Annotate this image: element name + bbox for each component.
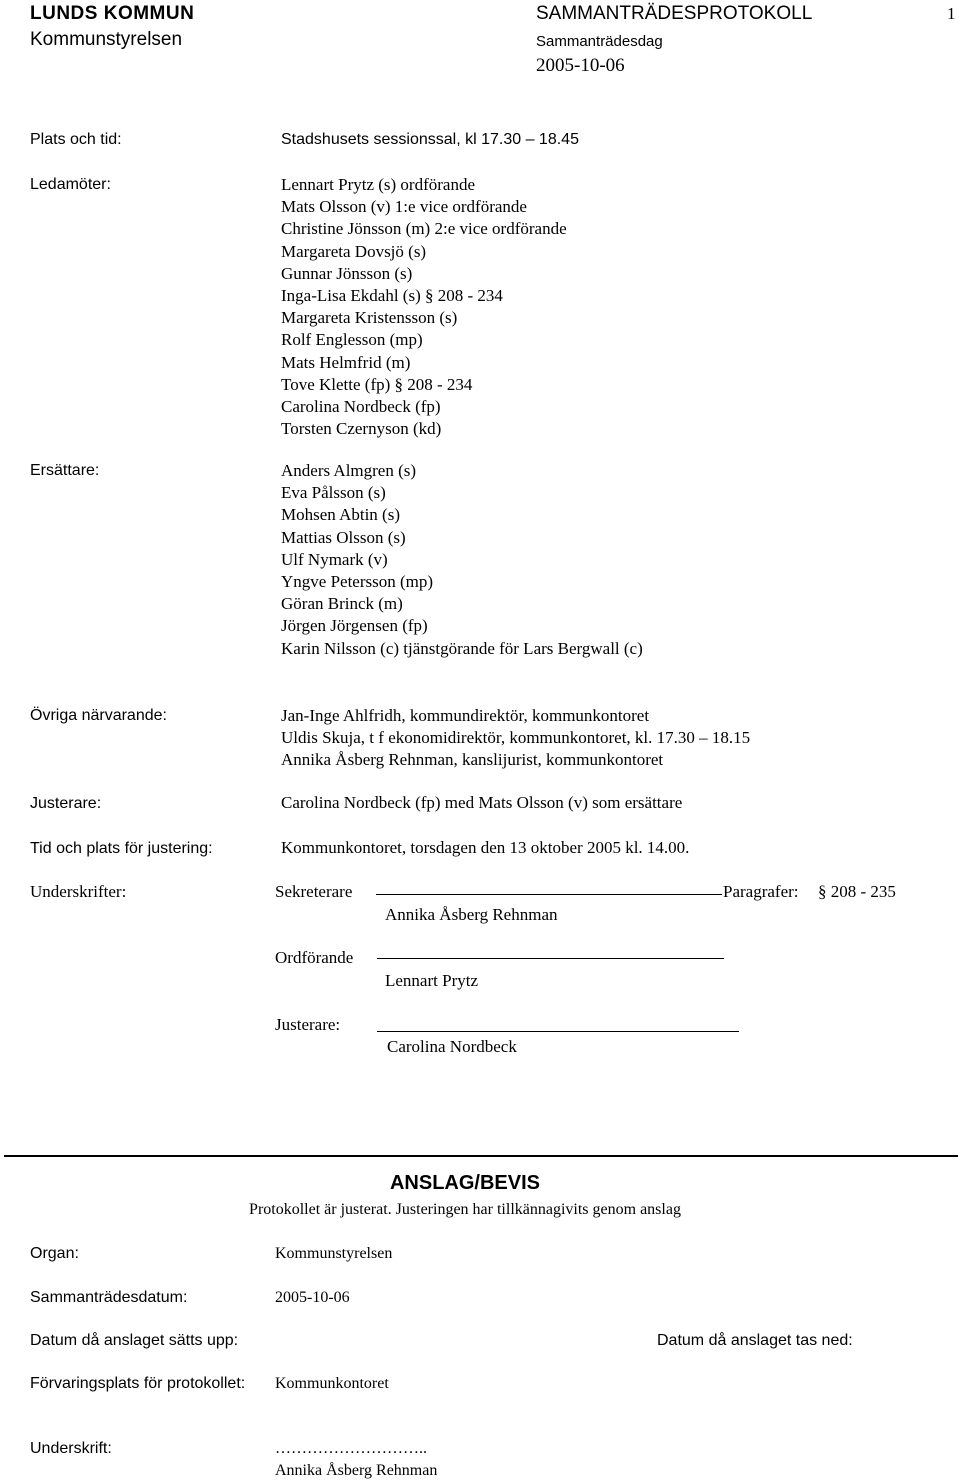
member-item: Christine Jönsson (m) 2:e vice ordförande [281, 219, 567, 239]
substitute-item: Göran Brinck (m) [281, 594, 403, 614]
member-item: Gunnar Jönsson (s) [281, 263, 413, 283]
chair-label: Ordförande [275, 948, 354, 967]
adjuster-label: Justerare: [275, 1015, 341, 1034]
member-item: Lennart Prytz (s) ordförande [281, 175, 476, 194]
substitute-item: Mattias Olsson (s) [281, 527, 406, 547]
chair-name: Lennart Prytz [385, 971, 478, 990]
member-item: Tove Klette (fp) § 208 - 234 [281, 374, 473, 394]
secretary-signature-line [376, 894, 722, 895]
notice-subtitle: Protokollet är justerat. Justeringen har tillkännagivits genom anslag [249, 1201, 681, 1218]
adjust-time-label: Tid och plats för justering: [30, 840, 213, 857]
member-item: Inga-Lisa Ekdahl (s) § 208 - 234 [281, 285, 503, 305]
meeting-date-label: Sammanträdesdag [536, 33, 663, 50]
document-title: SAMMANTRÄDESPROTOKOLL [536, 3, 813, 24]
other-item: Uldis Skuja, t f ekonomidirektör, kommunkontoret, kl. 17.30 – 18.15 [281, 728, 751, 748]
substitute-item: Karin Nilsson (c) tjänstgörande för Lars Bergwall (c) [281, 638, 643, 658]
adjuster-name: Carolina Nordbeck [387, 1037, 517, 1056]
meeting-date-notice-value: 2005-10-06 [275, 1289, 350, 1306]
member-item: Torsten Czernyson (kd) [281, 419, 442, 439]
adjuster-signature-line [377, 1031, 739, 1032]
notice-title: ANSLAG/BEVIS [389, 1172, 541, 1194]
posted-date-label: Datum då anslaget sätts upp: [30, 1332, 239, 1349]
signature-name: Annika Åsberg Rehnman [275, 1462, 438, 1479]
signature-dots: ……………………….. [275, 1440, 427, 1457]
department-name: Kommunstyrelsen [30, 29, 183, 50]
members-label: Ledamöter: [30, 176, 111, 193]
meeting-date: 2005-10-06 [536, 55, 625, 76]
substitute-item: Eva Pålsson (s) [281, 483, 386, 503]
adjust-time-value: Kommunkontoret, torsdagen den 13 oktober 2005 kl. 14.00. [281, 838, 690, 857]
page-number: 1 [947, 4, 956, 23]
meeting-date-notice-label: Sammanträdesdatum: [30, 1289, 188, 1306]
other-item: Annika Åsberg Rehnman, kanslijurist, kommunkontoret [281, 750, 664, 770]
adjusters-value: Carolina Nordbeck (fp) med Mats Olsson (v) som ersättare [281, 793, 683, 812]
members-list [281, 174, 567, 440]
section-divider [4, 1155, 958, 1157]
substitutes-list [281, 460, 643, 660]
member-item: Mats Helmfrid (m) [281, 352, 411, 372]
storage-value: Kommunkontoret [275, 1375, 389, 1392]
paragraphs-value: § 208 - 235 [818, 882, 896, 901]
chair-signature-line [377, 958, 724, 959]
member-item: Mats Olsson (v) 1:e vice ordförande [281, 197, 527, 217]
member-item: Carolina Nordbeck (fp) [281, 396, 441, 416]
storage-label: Förvaringsplats för protokollet: [30, 1375, 246, 1392]
signature-label: Underskrift: [30, 1440, 112, 1457]
substitute-item: Mohsen Abtin (s) [281, 505, 400, 525]
place-label: Plats och tid: [30, 131, 122, 148]
signatures-label: Underskrifter: [30, 882, 127, 901]
member-item: Margareta Kristensson (s) [281, 308, 458, 328]
substitute-item: Yngve Petersson (mp) [281, 571, 434, 591]
organ-label: Organ: [30, 1245, 79, 1262]
paragraphs-label: Paragrafer: [723, 882, 799, 901]
substitute-item: Anders Almgren (s) [281, 461, 417, 480]
substitutes-label: Ersättare: [30, 462, 100, 479]
substitute-item: Ulf Nymark (v) [281, 549, 388, 569]
others-label: Övriga närvarande: [30, 707, 167, 724]
member-item: Margareta Dovsjö (s) [281, 241, 427, 261]
substitute-item: Jörgen Jörgensen (fp) [281, 616, 428, 636]
secretary-name: Annika Åsberg Rehnman [385, 905, 558, 924]
adjusters-label: Justerare: [30, 795, 102, 812]
organ-value: Kommunstyrelsen [275, 1245, 393, 1262]
member-item: Rolf Englesson (mp) [281, 330, 423, 350]
other-item: Jan-Inge Ahlfridh, kommundirektör, kommunkontoret [281, 706, 650, 725]
others-list [281, 705, 750, 772]
place-value: Stadshusets sessionssal, kl 17.30 – 18.45 [281, 131, 579, 148]
secretary-label: Sekreterare [275, 882, 353, 901]
removed-date-label: Datum då anslaget tas ned: [657, 1332, 853, 1349]
org-name: LUNDS KOMMUN [30, 3, 195, 24]
